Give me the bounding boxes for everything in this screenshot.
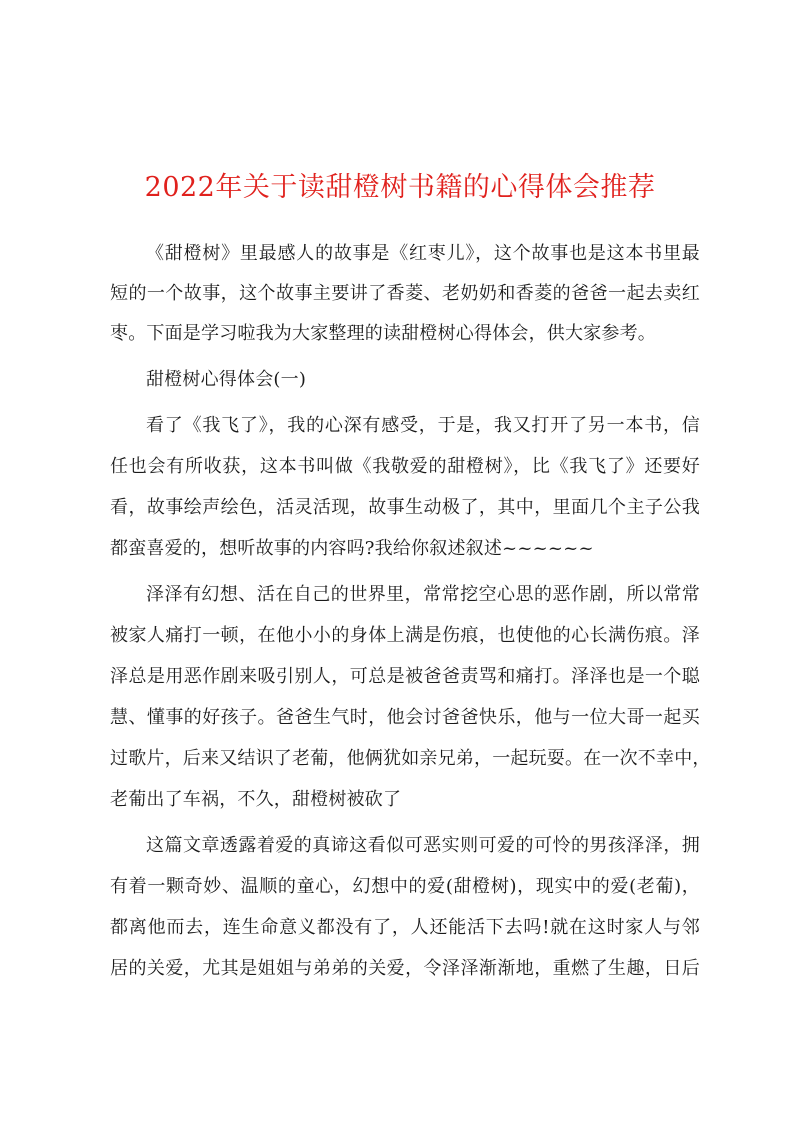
paragraph-line: 都蛮喜爱的，想听故事的内容吗?我给你叙述叙述~~~~~~ [110, 538, 594, 559]
paragraph-line: 居的关爱，尤其是姐姐与弟弟的关爱，令泽泽渐渐地，重燃了生趣，日后 [110, 958, 700, 979]
section-heading: 甜橙树心得体会(一) [146, 369, 307, 390]
paragraph-line: 过歌片，后来又结识了老葡，他俩犹如亲兄弟，一起玩耍。在一次不幸中， [110, 748, 711, 769]
paragraph-line: 慧、懂事的好孩子。爸爸生气时，他会讨爸爸快乐，他与一位大哥一起买 [110, 707, 700, 728]
paragraph-line: 泽泽有幻想、活在自己的世界里，常常挖空心思的恶作剧，所以常常 [146, 584, 700, 605]
paragraph-line: 枣。下面是学习啦我为大家整理的读甜橙树心得体会，供大家参考。 [110, 323, 656, 344]
paragraph-line: 泽总是用恶作剧来吸引别人，可总是被爸爸责骂和痛打。泽泽也是一个聪 [110, 666, 700, 687]
paragraph-line: 短的一个故事，这个故事主要讲了香菱、老奶奶和香菱的爸爸一起去卖红 [110, 283, 700, 304]
paragraph-line: 有着一颗奇妙、温顺的童心，幻想中的爱(甜橙树)，现实中的爱(老葡)， [110, 876, 700, 897]
paragraph-line: 任也会有所收获，这本书叫做《我敬爱的甜橙树》，比《我飞了》还要好 [110, 456, 700, 477]
paragraph-line: 这篇文章透露着爱的真谛这看似可恶实则可爱的可怜的男孩泽泽，拥 [146, 835, 700, 856]
paragraph-line: 看了《我飞了》，我的心深有感受，于是，我又打开了另一本书，信 [146, 415, 700, 436]
paragraph-line: 都离他而去，连生命意义都没有了，人还能活下去吗!就在这时家人与邻 [110, 917, 700, 938]
paragraph-line: 《甜橙树》里最感人的故事是《红枣儿》，这个故事也是这本书里最 [146, 243, 700, 264]
paragraph-line: 老葡出了车祸，不久，甜橙树被砍了 [110, 789, 402, 810]
paragraph-line: 被家人痛打一顿，在他小小的身体上满是伤痕，也使他的心长满伤痕。泽 [110, 625, 700, 646]
paragraph-line: 看，故事绘声绘色，活灵活现，故事生动极了，其中，里面几个主子公我 [110, 497, 700, 518]
document-title: 2022年关于读甜橙树书籍的心得体会推荐 [144, 172, 656, 203]
